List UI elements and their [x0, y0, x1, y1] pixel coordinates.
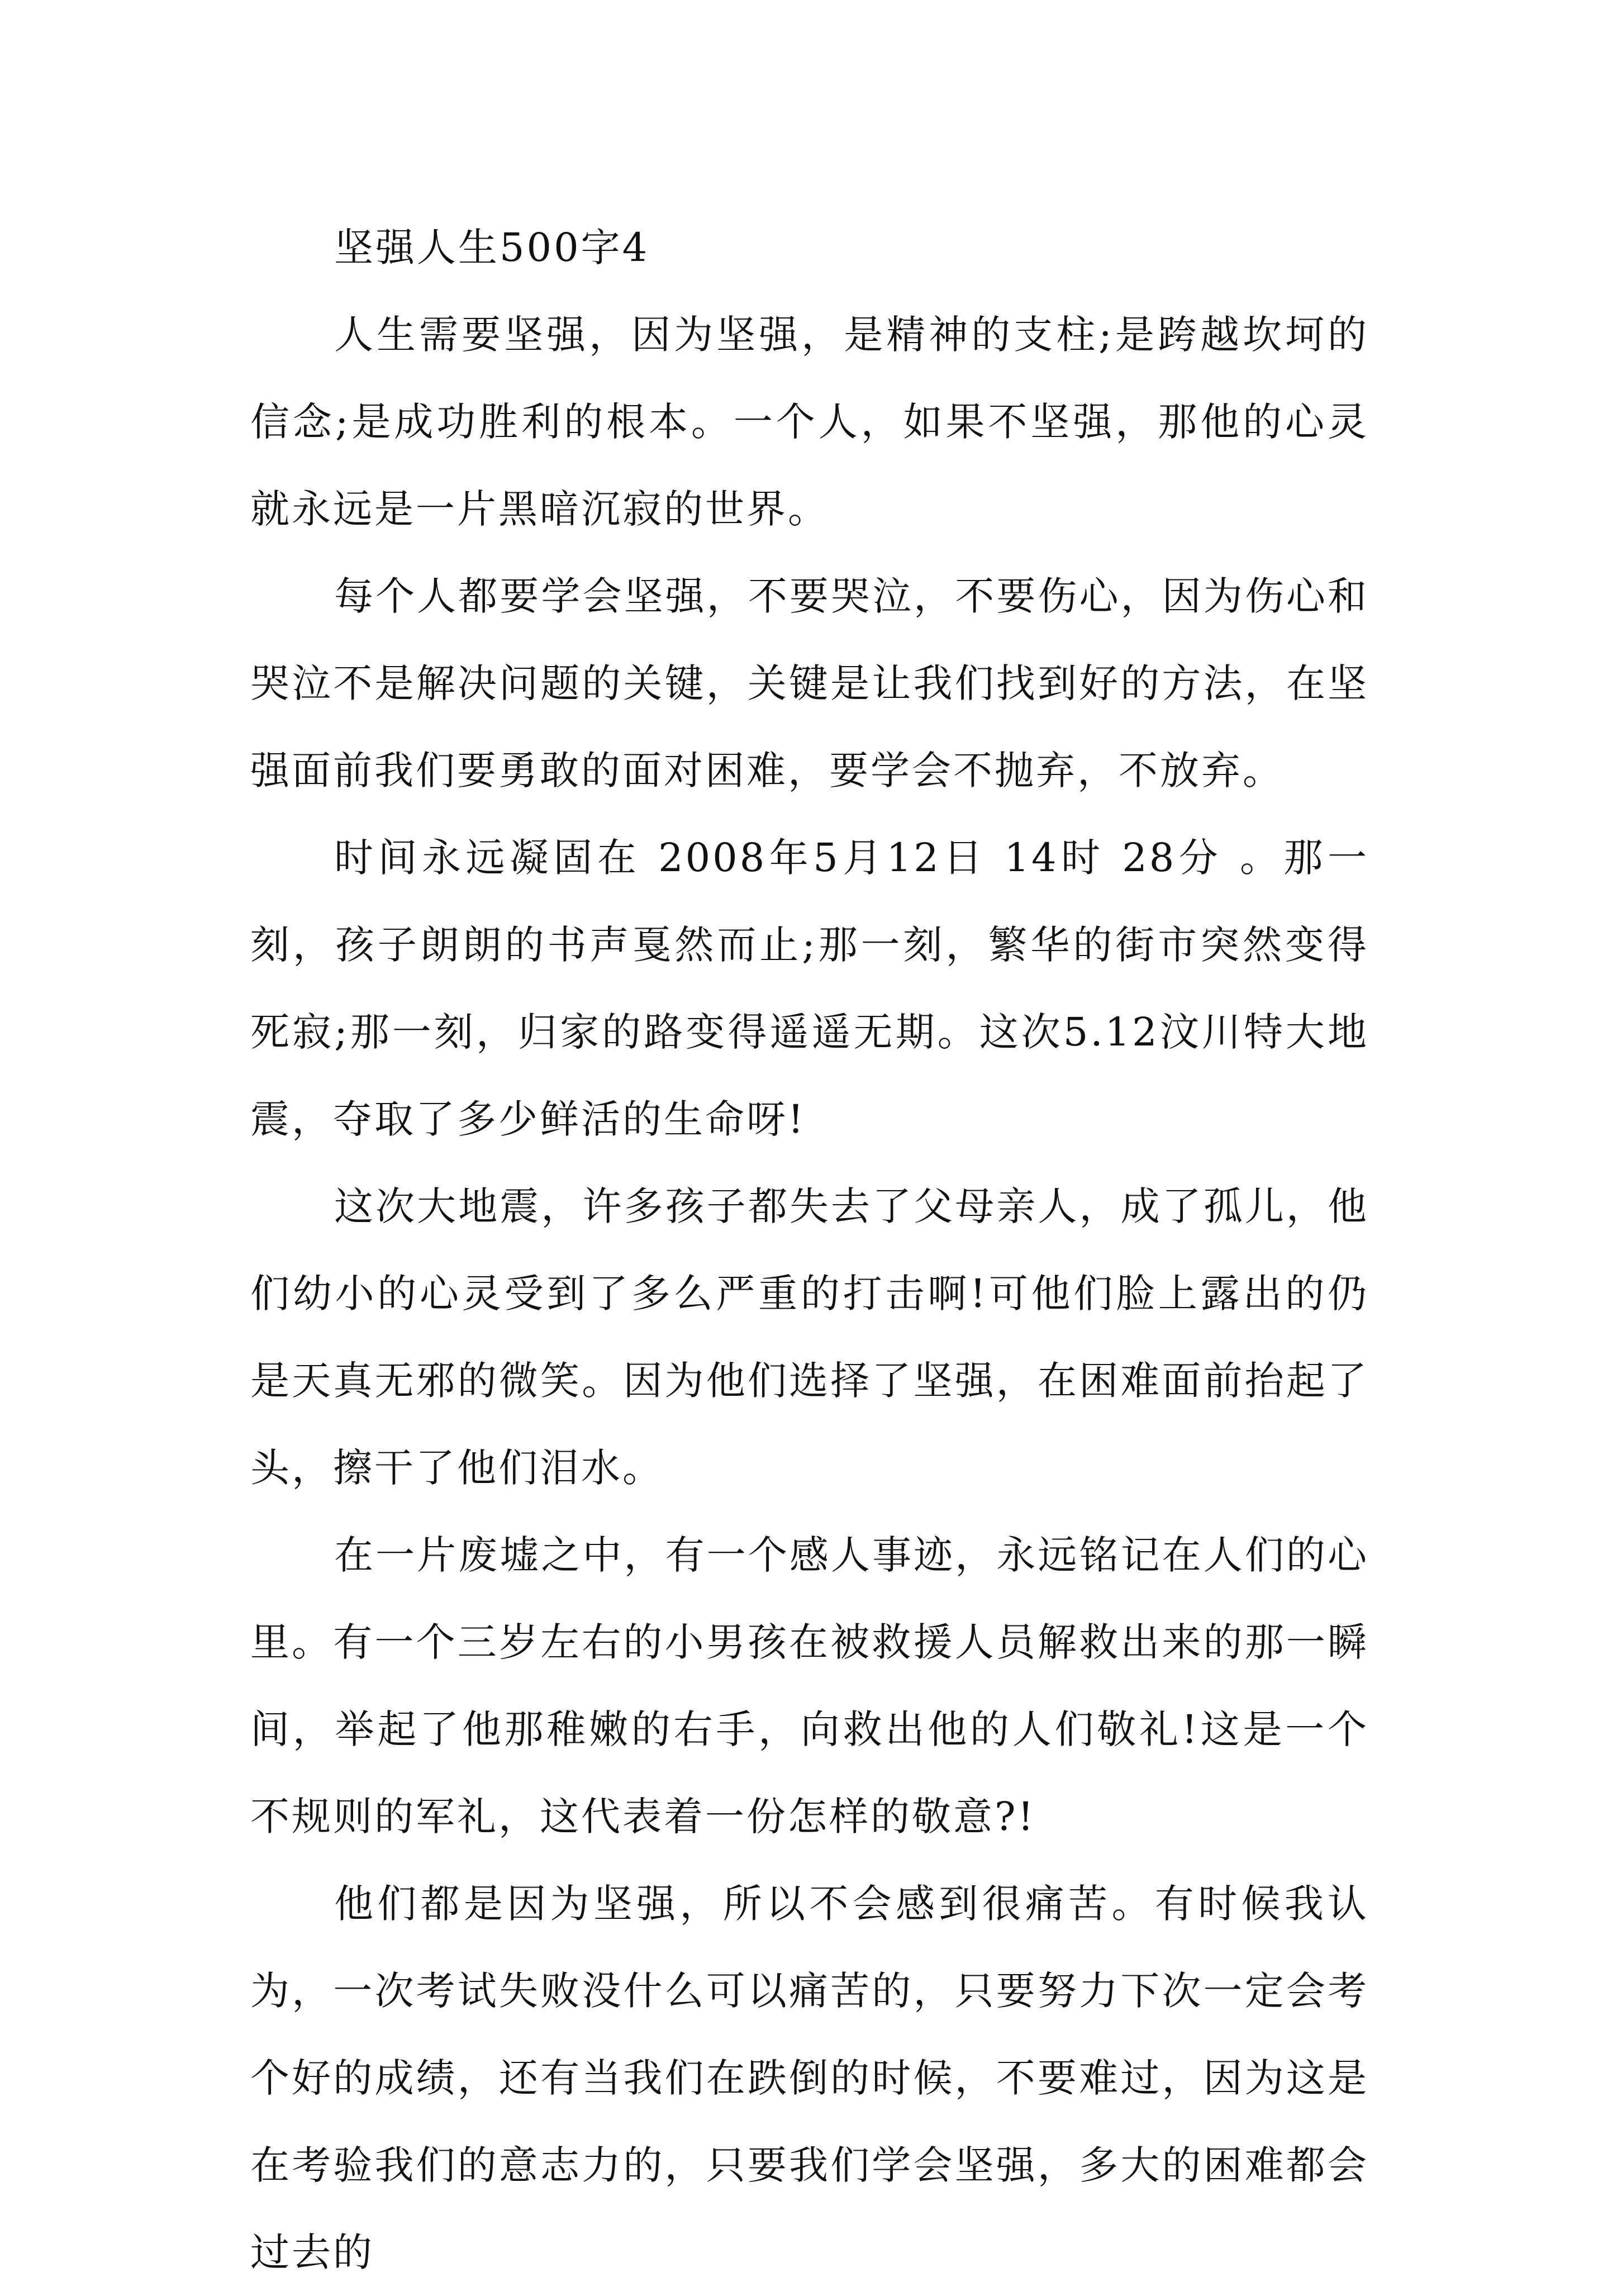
paragraph-3: 时间永远凝固在 2008年5月12日 14时 28分 。那一刻，孩子朗朗的书声戛然而止;那一刻，繁华的街市突然变得死寂;那一刻，归家的路变得遥遥无期。这次5.12汶川特大地震，夺取了多少鲜活的生命呀! — [250, 835, 1369, 1142]
paragraph-5: 在一片废墟之中，有一个感人事迹，永远铭记在人们的心里。有一个三岁左右的小男孩在被救援人员解救出来的那一瞬间，举起了他那稚嫩的右手，向救出他的人们敬礼!这是一个不规则的军礼，这代表着一份怎样的敬意?! — [250, 1532, 1369, 1839]
paragraph-2: 每个人都要学会坚强，不要哭泣，不要伤心，因为伤心和哭泣不是解决问题的关键，关键是让我们找到好的方法，在坚强面前我们要勇敢的面对困难，要学会不抛弃，不放弃。 — [250, 573, 1369, 793]
paragraph-6: 他们都是因为坚强，所以不会感到很痛苦。有时候我认为，一次考试失败没什么可以痛苦的，只要努力下次一定会考个好的成绩，还有当我们在跌倒的时候，不要难过，因为这是在考验我们的意志力的，只要我们学会坚强，多大的困难都会过去的 — [250, 1881, 1369, 2275]
document-title: 坚强人生500字4 — [334, 225, 650, 270]
paragraph-4: 这次大地震，许多孩子都失去了父母亲人，成了孤儿，他们幼小的心灵受到了多么严重的打击啊!可他们脸上露出的仍是天真无邪的微笑。因为他们选择了坚强，在困难面前抬起了头，擦干了他们泪水。 — [250, 1183, 1369, 1491]
document-body — [250, 204, 1369, 2296]
paragraph-1: 人生需要坚强，因为坚强，是精神的支柱;是跨越坎坷的信念;是成功胜利的根本。一个人，如果不坚强，那他的心灵就永远是一片黑暗沉寂的世界。 — [250, 312, 1369, 532]
